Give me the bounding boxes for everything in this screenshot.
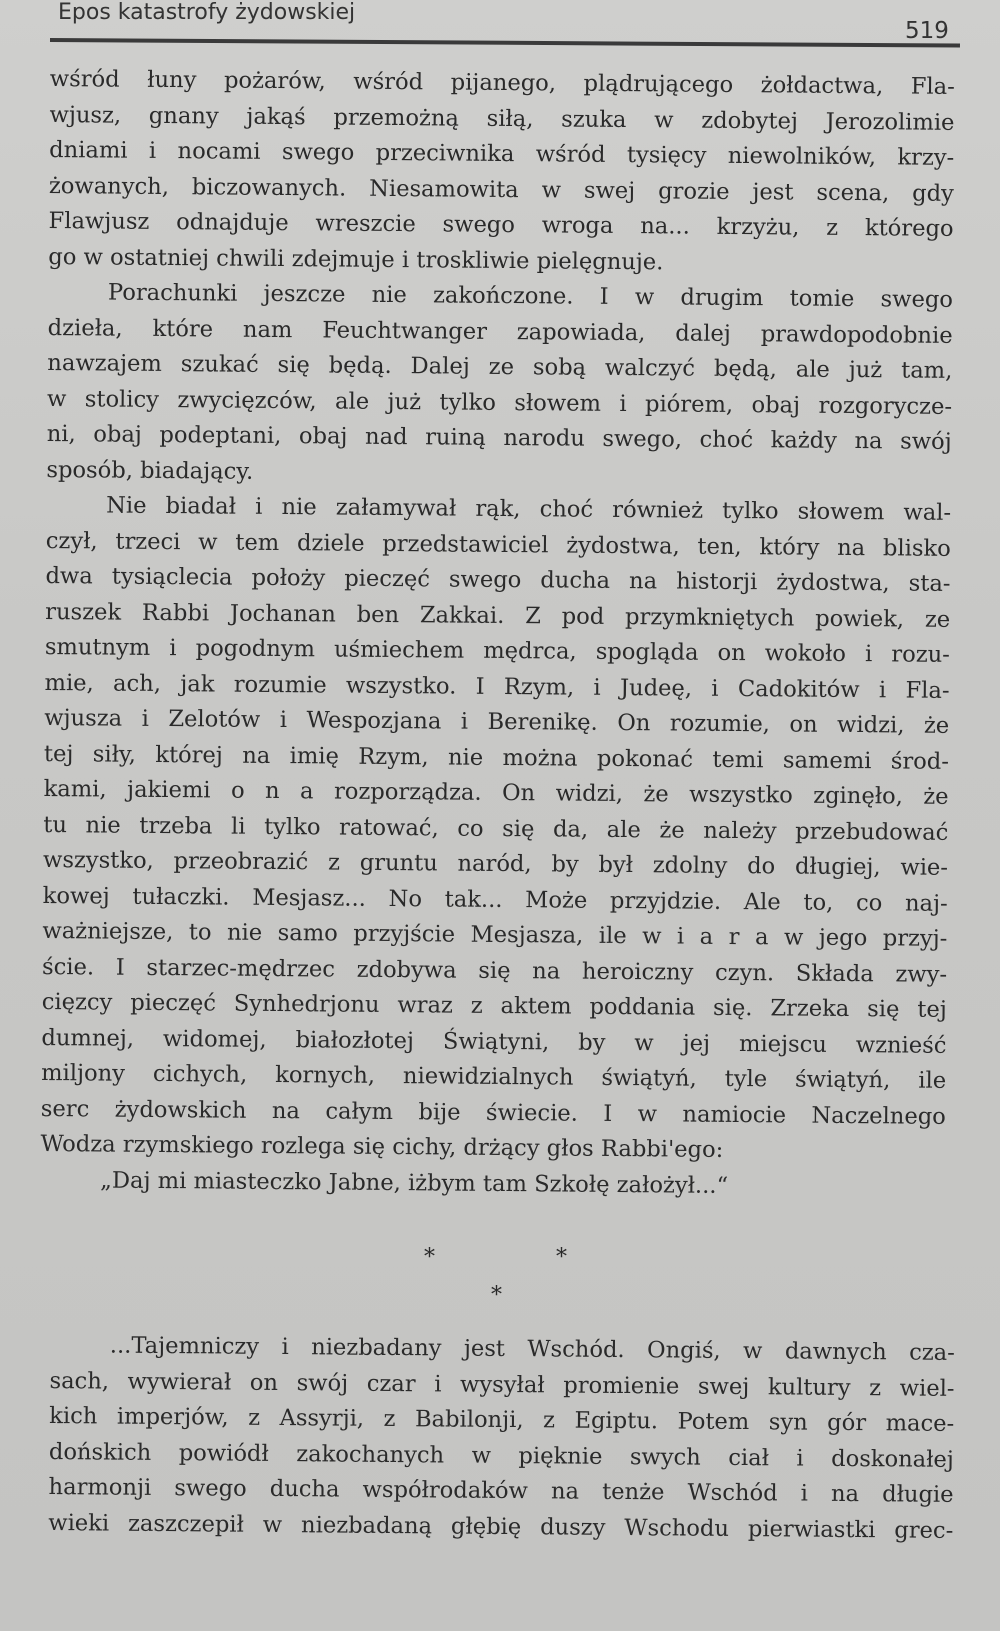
text-line: wjusz, gnany jakąś przemożną siłą, szuka w zdobytej Jerozolimie	[49, 101, 955, 136]
text-line: mie, ach, jak rozumie wszystko. I Rzym, i Judeę, i Cadokitów i Fla-	[44, 669, 950, 704]
page-number: 519	[905, 18, 949, 44]
section-separator	[0, 1245, 1000, 1315]
paragraph-3	[40, 488, 951, 1206]
page-header	[0, 0, 960, 52]
text-line: Flawjusz odnajduje wreszcie swego wroga na... krzyżu, z którego	[48, 207, 954, 242]
text-line: smutnym i pogodnym uśmiechem mędrca, spogląda on wokoło i rozu-	[44, 633, 950, 668]
text-line: Porachunki jeszcze nie zakończone. I w drugim tomie swego	[107, 279, 954, 313]
text-line: Nie biadał i nie załamywał rąk, choć również tylko słowem wal-	[106, 492, 952, 526]
text-line: wszystko, przeobrazić z gruntu naród, by był zdolny do długiej, wie-	[42, 846, 949, 881]
text-line: czył, trzeci w tem dziele przedstawiciel żydostwa, ten, który na blisko	[45, 527, 951, 562]
text-line: wjusza i Zelotów i Wespozjana i Berenikę. On rozumie, on widzi, że	[44, 704, 950, 739]
text-line: ważniejsze, to nie samo przyjście Mesjasza, ile w i a r a w jego przyj-	[42, 917, 948, 952]
separator-star: *	[424, 1245, 435, 1270]
text-line: sach, wywierał on swój czar i wysyłał promienie swej kultury z wiel-	[49, 1367, 955, 1402]
paragraph-1	[48, 62, 955, 283]
text-line: harmonji swego ducha współrodaków na tenże Wschód i na długie	[48, 1473, 954, 1508]
text-line: tej siły, której na imię Rzym, nie można pokonać temi samemi środ-	[43, 740, 950, 775]
text-line: kowej tułaczki. Mesjasz... No tak... Może przyjdzie. Ale to, co naj-	[42, 882, 948, 917]
text-line: go w ostatniej chwili zdejmuje i troskliwie pielęgnuje.	[48, 243, 664, 275]
text-line: wśród łuny pożarów, wśród pijanego, plądrującego żołdactwa, Fla-	[49, 65, 955, 100]
text-line: żowanych, biczowanych. Niesamowita w swej grozie jest scena, gdy	[48, 172, 955, 207]
text-line: dzieła, które nam Feuchtwanger zapowiada, dalej prawdopodobnie	[47, 314, 953, 349]
text-line: dońskich powiódł zakochanych w pięknie swych ciał i doskonałej	[48, 1438, 955, 1473]
text-line: dniami i nocami swego przeciwnika wśród tysięcy niewolników, krzy-	[49, 136, 955, 171]
separator-star: *	[556, 1245, 567, 1270]
main-text	[40, 62, 955, 1206]
separator-star: *	[491, 1283, 502, 1308]
text-line: ni, obaj podeptani, obaj nad ruiną narodu swego, choć każdy na swój	[46, 420, 952, 455]
text-line: ...Tajemniczy i niezbadany jest Wschód. Ongiś, w dawnych cza-	[109, 1332, 955, 1366]
running-title: Epos katastrofy żydowskiej	[58, 0, 356, 25]
quote-line: „Daj mi miasteczko Jabne, iżbym tam Szkołę założył...“	[100, 1166, 729, 1199]
text-line: serc żydowskich na całym bije świecie. I w namiocie Naczelnego	[40, 1095, 946, 1130]
text-line: Wodza rzymskiego rozlega się cichy, drżący głos Rabbi'ego:	[40, 1130, 724, 1163]
text-line: ruszek Rabbi Jochanan ben Zakkai. Z pod przymkniętych powiek, ze	[45, 598, 951, 633]
text-line: kami, jakiemi o n a rozporządza. On widzi, że wszystko zginęło, że	[43, 775, 949, 810]
text-line: w stolicy zwycięzców, ale już tylko słowem i piórem, obaj rozgorycze-	[46, 385, 953, 420]
paragraph-4	[48, 1328, 955, 1549]
paragraph-2	[46, 275, 953, 496]
text-line: kich imperjów, z Assyrji, z Babilonji, z Egiptu. Potem syn gór mace-	[49, 1402, 955, 1437]
text-line: tu nie trzeba li tylko ratować, co się da, ale że należy przebudować	[43, 811, 949, 846]
header-rule	[50, 38, 960, 48]
text-line: dumnej, widomej, białozłotej Świątyni, by w jej miejscu wznieść	[41, 1024, 947, 1059]
text-line: nawzajem szukać się będą. Dalej ze sobą walczyć będą, ale już tam,	[47, 349, 953, 384]
text-line: miljony cichych, kornych, niewidzialnych świątyń, tyle świątyń, ile	[41, 1059, 947, 1094]
text-line: sposób, biadający.	[46, 456, 254, 485]
text-line: dwa tysiąclecia położy pieczęć swego ducha na historji żydostwa, sta-	[45, 562, 951, 597]
text-line: cięzcy pieczęć Synhedrjonu wraz z aktem poddania się. Zrzeka się tej	[41, 988, 947, 1023]
text-line: ście. I starzec-mędrzec zdobywa się na heroiczny czyn. Składa zwy-	[41, 953, 948, 988]
text-line: wieki zaszczepił w niezbadaną głębię duszy Wschodu pierwiastki grec-	[48, 1509, 954, 1544]
